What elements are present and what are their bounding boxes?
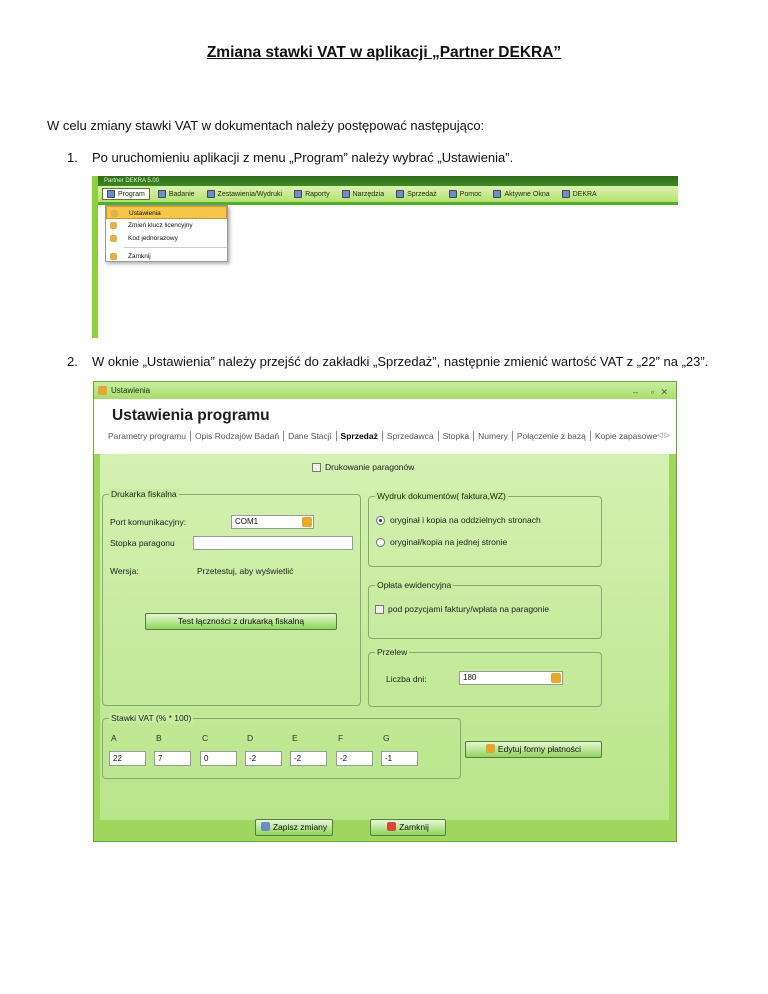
vat-input[interactable]: -1: [381, 751, 418, 766]
close-icon[interactable]: ✕: [660, 387, 668, 397]
menu-dekra[interactable]: DEKRA: [562, 190, 597, 198]
menu-aktywne-okna[interactable]: Aktywne Okna: [493, 190, 549, 198]
group-legend: Drukarka fiskalna: [111, 489, 177, 499]
days-label: Liczba dni:: [386, 674, 427, 684]
tab-dane-stacji[interactable]: Dane Stacji: [284, 431, 336, 441]
vat-input[interactable]: 0: [200, 751, 237, 766]
settings-tabs: [104, 431, 661, 441]
tab-kopie[interactable]: Kopie zapasowe: [594, 431, 658, 441]
edit-payment-button[interactable]: Edytuj formy płatności: [465, 741, 602, 758]
port-select[interactable]: COM1: [231, 515, 314, 529]
step-number: 2.: [67, 354, 78, 369]
settings-icon: [98, 386, 107, 395]
document-title: Zmiana stawki VAT w aplikacji „Partner DEKRA”: [206, 44, 562, 61]
doc-print-group: [368, 491, 602, 567]
screenshot-settings-window: [93, 381, 677, 842]
save-icon: [261, 822, 270, 831]
transfer-group: [368, 647, 602, 707]
checkbox-box[interactable]: [375, 605, 384, 614]
key-icon: [110, 222, 117, 229]
tab-opis-rodzajow[interactable]: Opis Rodzajów Badań: [191, 431, 284, 441]
checkbox-box[interactable]: [312, 463, 321, 472]
vat-input[interactable]: -2: [336, 751, 373, 766]
windows-icon: [493, 190, 501, 198]
vat-column-e: E -2: [290, 733, 327, 766]
document-icon: [158, 190, 166, 198]
footer-input[interactable]: [193, 536, 353, 550]
menu-item-zamknij[interactable]: Zamknij: [106, 250, 227, 263]
help-icon: [449, 190, 457, 198]
menu-zestawienia[interactable]: Zestawienia/Wydruki: [207, 190, 283, 198]
days-input[interactable]: 180: [459, 671, 563, 685]
version-label: Wersja:: [110, 566, 139, 576]
settings-header: Ustawienia programu: [112, 407, 270, 424]
fee-checkbox[interactable]: pod pozycjami faktury/wpłata na paragonie: [375, 604, 549, 614]
spinner-icon[interactable]: [551, 673, 561, 683]
tab-stopka[interactable]: Stopka: [439, 431, 474, 441]
menu-program[interactable]: Program: [102, 188, 150, 200]
tab-numery[interactable]: Numery: [474, 431, 513, 441]
save-button[interactable]: Zapisz zmiany: [255, 819, 333, 836]
window-title: Partner DEKRA 5.00: [98, 176, 678, 186]
maximize-icon[interactable]: ▫: [650, 387, 654, 397]
tab-scroll-arrows[interactable]: ◁ ▷: [657, 432, 670, 439]
vat-input[interactable]: 22: [109, 751, 146, 766]
program-dropdown: [105, 205, 228, 262]
step-text: W oknie „Ustawienia” należy przejść do zakładki „Sprzedaż”, następnie zmienić wartość VAT z „22” na „23”.: [92, 354, 709, 369]
footer-label: Stopka paragonu: [110, 538, 175, 548]
vat-column-c: C 0: [200, 733, 237, 766]
fee-group: [368, 580, 602, 639]
step-text: Po uruchomieniu aplikacji z menu „Program” należy wybrać „Ustawienia”.: [92, 150, 514, 165]
menu-item-kod-jednorazowy[interactable]: Kod jednorazowy: [106, 232, 227, 245]
tab-content: [100, 454, 669, 820]
group-legend: Opłata ewidencyjna: [377, 580, 452, 590]
step-number: 1.: [67, 150, 78, 165]
menu-item-zmien-klucz[interactable]: Zmień klucz licencyjny: [106, 219, 227, 232]
port-label: Port komunikacyjny:: [110, 517, 187, 527]
vat-input[interactable]: -2: [290, 751, 327, 766]
tab-polaczenie[interactable]: Połączenie z bazą: [513, 431, 591, 441]
menu-badanie[interactable]: Badanie: [158, 190, 195, 198]
screenshot-program-menu: [92, 176, 678, 338]
settings-icon: [111, 210, 118, 217]
group-legend: Wydruk dokumentów( faktura,WZ): [377, 491, 506, 501]
vat-column-a: A 22: [109, 733, 146, 766]
tab-sprzedawca[interactable]: Sprzedawca: [383, 431, 439, 441]
step-1: [67, 150, 513, 165]
tab-sprzedaz[interactable]: Sprzedaż: [337, 431, 383, 441]
intro-text: W celu zmiany stawki VAT w dokumentach należy postępować następująco:: [47, 118, 485, 133]
step-2: [67, 354, 708, 369]
tools-icon: [342, 190, 350, 198]
vat-rates-group: [102, 713, 461, 779]
close-button[interactable]: Zamknij: [370, 819, 446, 836]
menu-sprzedaz[interactable]: Sprzedaż: [396, 190, 437, 198]
version-value: Przetestuj, aby wyświetlić: [197, 566, 294, 576]
option-one-page[interactable]: oryginał/kopia na jednej stronie: [376, 537, 507, 547]
menu-pomoc[interactable]: Pomoc: [449, 190, 482, 198]
vat-column-g: G -1: [381, 733, 418, 766]
fiscal-printer-group: [102, 489, 361, 706]
dropdown-arrow-icon[interactable]: [302, 517, 312, 527]
close-icon: [387, 822, 396, 831]
test-printer-button[interactable]: Test łączności z drukarką fiskalną: [145, 613, 337, 630]
report-icon: [294, 190, 302, 198]
menu-item-ustawienia[interactable]: Ustawienia: [106, 206, 227, 219]
menu-separator: [124, 247, 227, 248]
vat-column-f: F -2: [336, 733, 373, 766]
vat-input[interactable]: -2: [245, 751, 282, 766]
menu-narzedzia[interactable]: Narzędzia: [342, 190, 385, 198]
print-receipts-checkbox[interactable]: Drukowanie paragonów: [312, 462, 414, 472]
minimize-icon[interactable]: –: [632, 387, 638, 397]
dekra-icon: [562, 190, 570, 198]
menu-bar: [98, 186, 678, 205]
vat-input[interactable]: 7: [154, 751, 191, 766]
group-legend: Stawki VAT (% * 100): [111, 713, 192, 723]
vat-column-b: B 7: [154, 733, 191, 766]
key-icon: [110, 235, 117, 242]
radio-button[interactable]: [376, 538, 385, 547]
vat-column-d: D -2: [245, 733, 282, 766]
window-title: Ustawienia: [111, 386, 151, 395]
edit-icon: [486, 744, 495, 753]
printer-icon: [207, 190, 215, 198]
radio-button[interactable]: [376, 516, 385, 525]
cash-icon: [396, 190, 404, 198]
tab-parametry[interactable]: Parametry programu: [104, 431, 191, 441]
program-icon: [107, 190, 115, 198]
group-legend: Przelew: [377, 647, 408, 657]
exit-icon: [110, 253, 117, 260]
menu-raporty[interactable]: Raporty: [294, 190, 330, 198]
option-separate-pages[interactable]: oryginał i kopia na oddzielnych stronach: [376, 515, 541, 525]
window-titlebar: [94, 382, 676, 399]
